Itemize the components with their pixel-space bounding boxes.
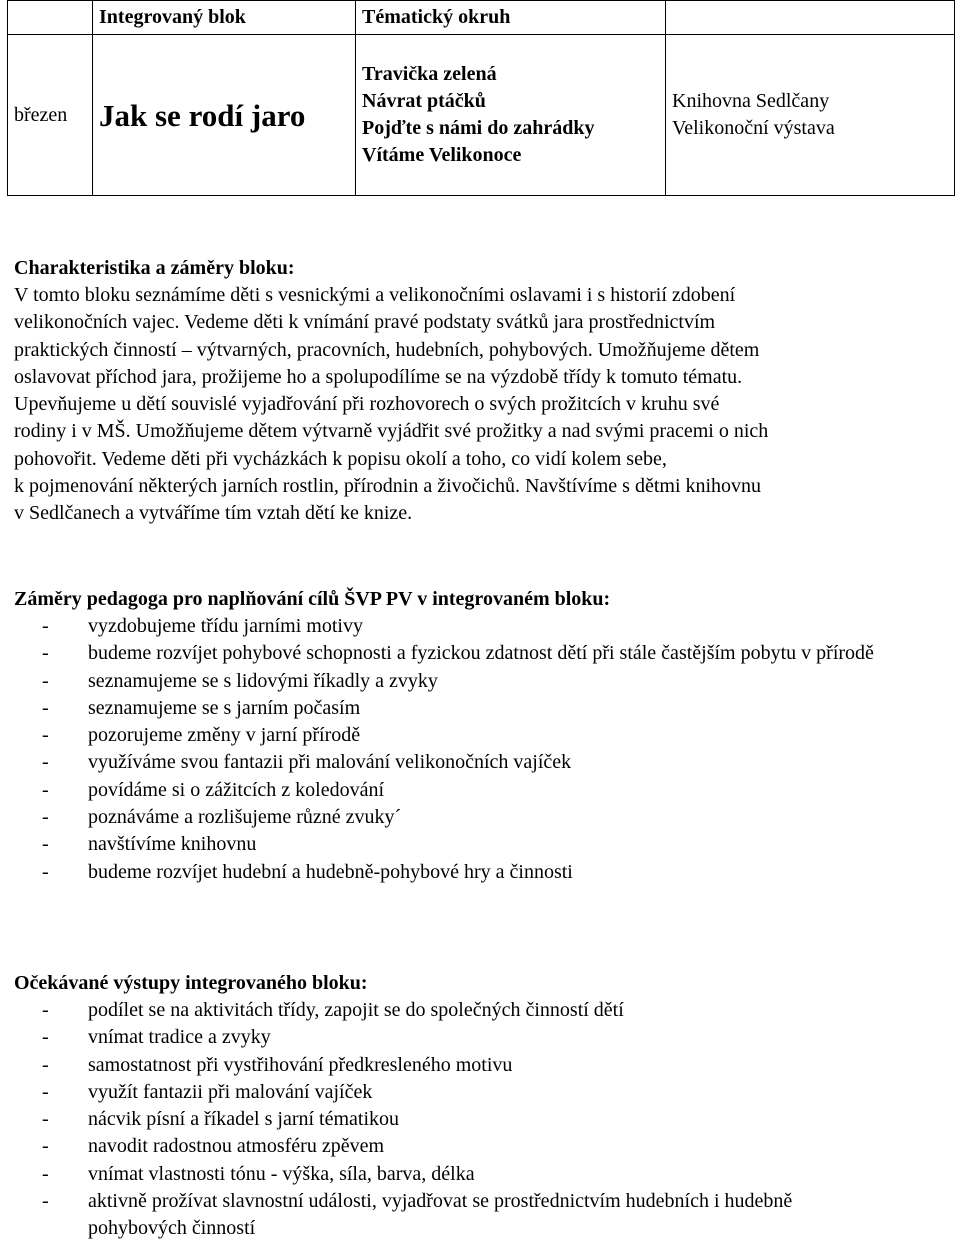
list-item: - aktivně prožívat slavnostní události, vyjadřovat se prostřednictvím hudebních i hudebně pohybových činností — [14, 1188, 946, 1243]
goals-section — [14, 586, 946, 886]
block-plan-table — [7, 0, 955, 196]
text-line: velikonočních vajec. Vedeme děti k vnímání pravé podstaty svátků jara prostřednictvím — [14, 311, 716, 334]
list-item: - budeme rozvíjet hudební a hudebně-pohybové hry a činnosti — [14, 859, 946, 886]
text-line: Upevňujeme u dětí souvislé vyjadřování při rozhovorech o svých prožitcích v kruhu své — [14, 393, 720, 416]
list-item: - využít fantazii při malování vajíček — [14, 1079, 946, 1106]
text-line: v Sedlčanech a vytváříme tím vztah dětí ke knize. — [14, 502, 413, 525]
month-cell: březen — [8, 35, 93, 196]
characteristics-heading: Charakteristika a záměry bloku: — [14, 257, 295, 279]
list-item: - vnímat vlastnosti tónu - výška, síla, barva, délka — [14, 1161, 946, 1188]
list-item: - podílet se na aktivitách třídy, zapojit se do společných činností dětí — [14, 997, 946, 1024]
list-item: - seznamujeme se s jarním počasím — [14, 695, 946, 722]
list-item: - využíváme svou fantazii při malování velikonočních vajíček — [14, 749, 946, 776]
goals-heading: Záměry pedagoga pro naplňování cílů ŠVP PV v integrovaném bloku: — [14, 588, 611, 610]
list-item: - navštívíme knihovnu — [14, 831, 946, 858]
topic-item: Vítáme Velikonoce — [362, 144, 522, 166]
text-line: k pojmenování některých jarních rostlin, přírodnin a živočichů. Navštívíme s dětmi knihovnu — [14, 475, 762, 498]
list-item: - pozorujeme změny v jarní přírodě — [14, 722, 946, 749]
text-line: oslavovat příchod jara, prožijeme ho a spolupodílíme se na výzdobě třídy k tomuto tématu. — [14, 365, 743, 388]
outcomes-section — [14, 970, 946, 1243]
list-item: - seznamujeme se s lidovými říkadly a zvyky — [14, 668, 946, 695]
header-extra — [666, 1, 955, 35]
table-row — [8, 35, 955, 196]
table-header-row — [8, 1, 955, 35]
characteristics-text — [14, 282, 946, 528]
topic-item: Travička zelená — [362, 63, 497, 85]
goals-list — [14, 613, 946, 886]
list-item: - vyzdobujeme třídu jarními motivy — [14, 613, 946, 640]
list-item: - povídáme si o zážitcích z koledování — [14, 777, 946, 804]
list-item: - samostatnost při vystřihování předkresleného motivu — [14, 1052, 946, 1079]
text-line: pohovořit. Vedeme děti při vycházkách k popisu okolí a toho, co vidí kolem sebe, — [14, 447, 667, 470]
header-month — [8, 1, 93, 35]
topics-cell — [356, 35, 666, 196]
list-item: - navodit radostnou atmosféru zpěvem — [14, 1133, 946, 1160]
outcomes-heading: Očekávané výstupy integrovaného bloku: — [14, 972, 368, 994]
list-item: - nácvik písní a říkadel s jarní tématikou — [14, 1106, 946, 1133]
header-thematic-area: Tématický okruh — [356, 1, 666, 35]
extras-cell — [666, 35, 955, 196]
list-item: - poznáváme a rozlišujeme různé zvuky´ — [14, 804, 946, 831]
list-item: - budeme rozvíjet pohybové schopnosti a fyzickou zdatnost dětí při stále častějším pobytu v přírodě — [14, 640, 946, 667]
topic-item: Návrat ptáčků — [362, 90, 486, 112]
topic-item: Pojďte s námi do zahrádky — [362, 117, 595, 139]
block-name-cell: Jak se rodí jaro — [93, 35, 356, 196]
text-line: V tomto bloku seznámíme děti s vesnickými a velikonočními oslavami i s historií zdobení — [14, 284, 736, 306]
characteristics-section — [14, 255, 946, 528]
extra-item: Knihovna Sedlčany — [672, 90, 830, 112]
extra-item: Velikonoční výstava — [672, 117, 835, 139]
text-line: praktických činností – výtvarných, pracovních, hudebních, pohybových. Umožňujeme dětem — [14, 338, 760, 361]
outcomes-list — [14, 997, 946, 1243]
list-item: - vnímat tradice a zvyky — [14, 1024, 946, 1051]
text-line: rodiny i v MŠ. Umožňujeme dětem výtvarně vyjádřit své prožitky a nad svými pracemi o nich — [14, 420, 769, 443]
header-integrated-block: Integrovaný blok — [93, 1, 356, 35]
